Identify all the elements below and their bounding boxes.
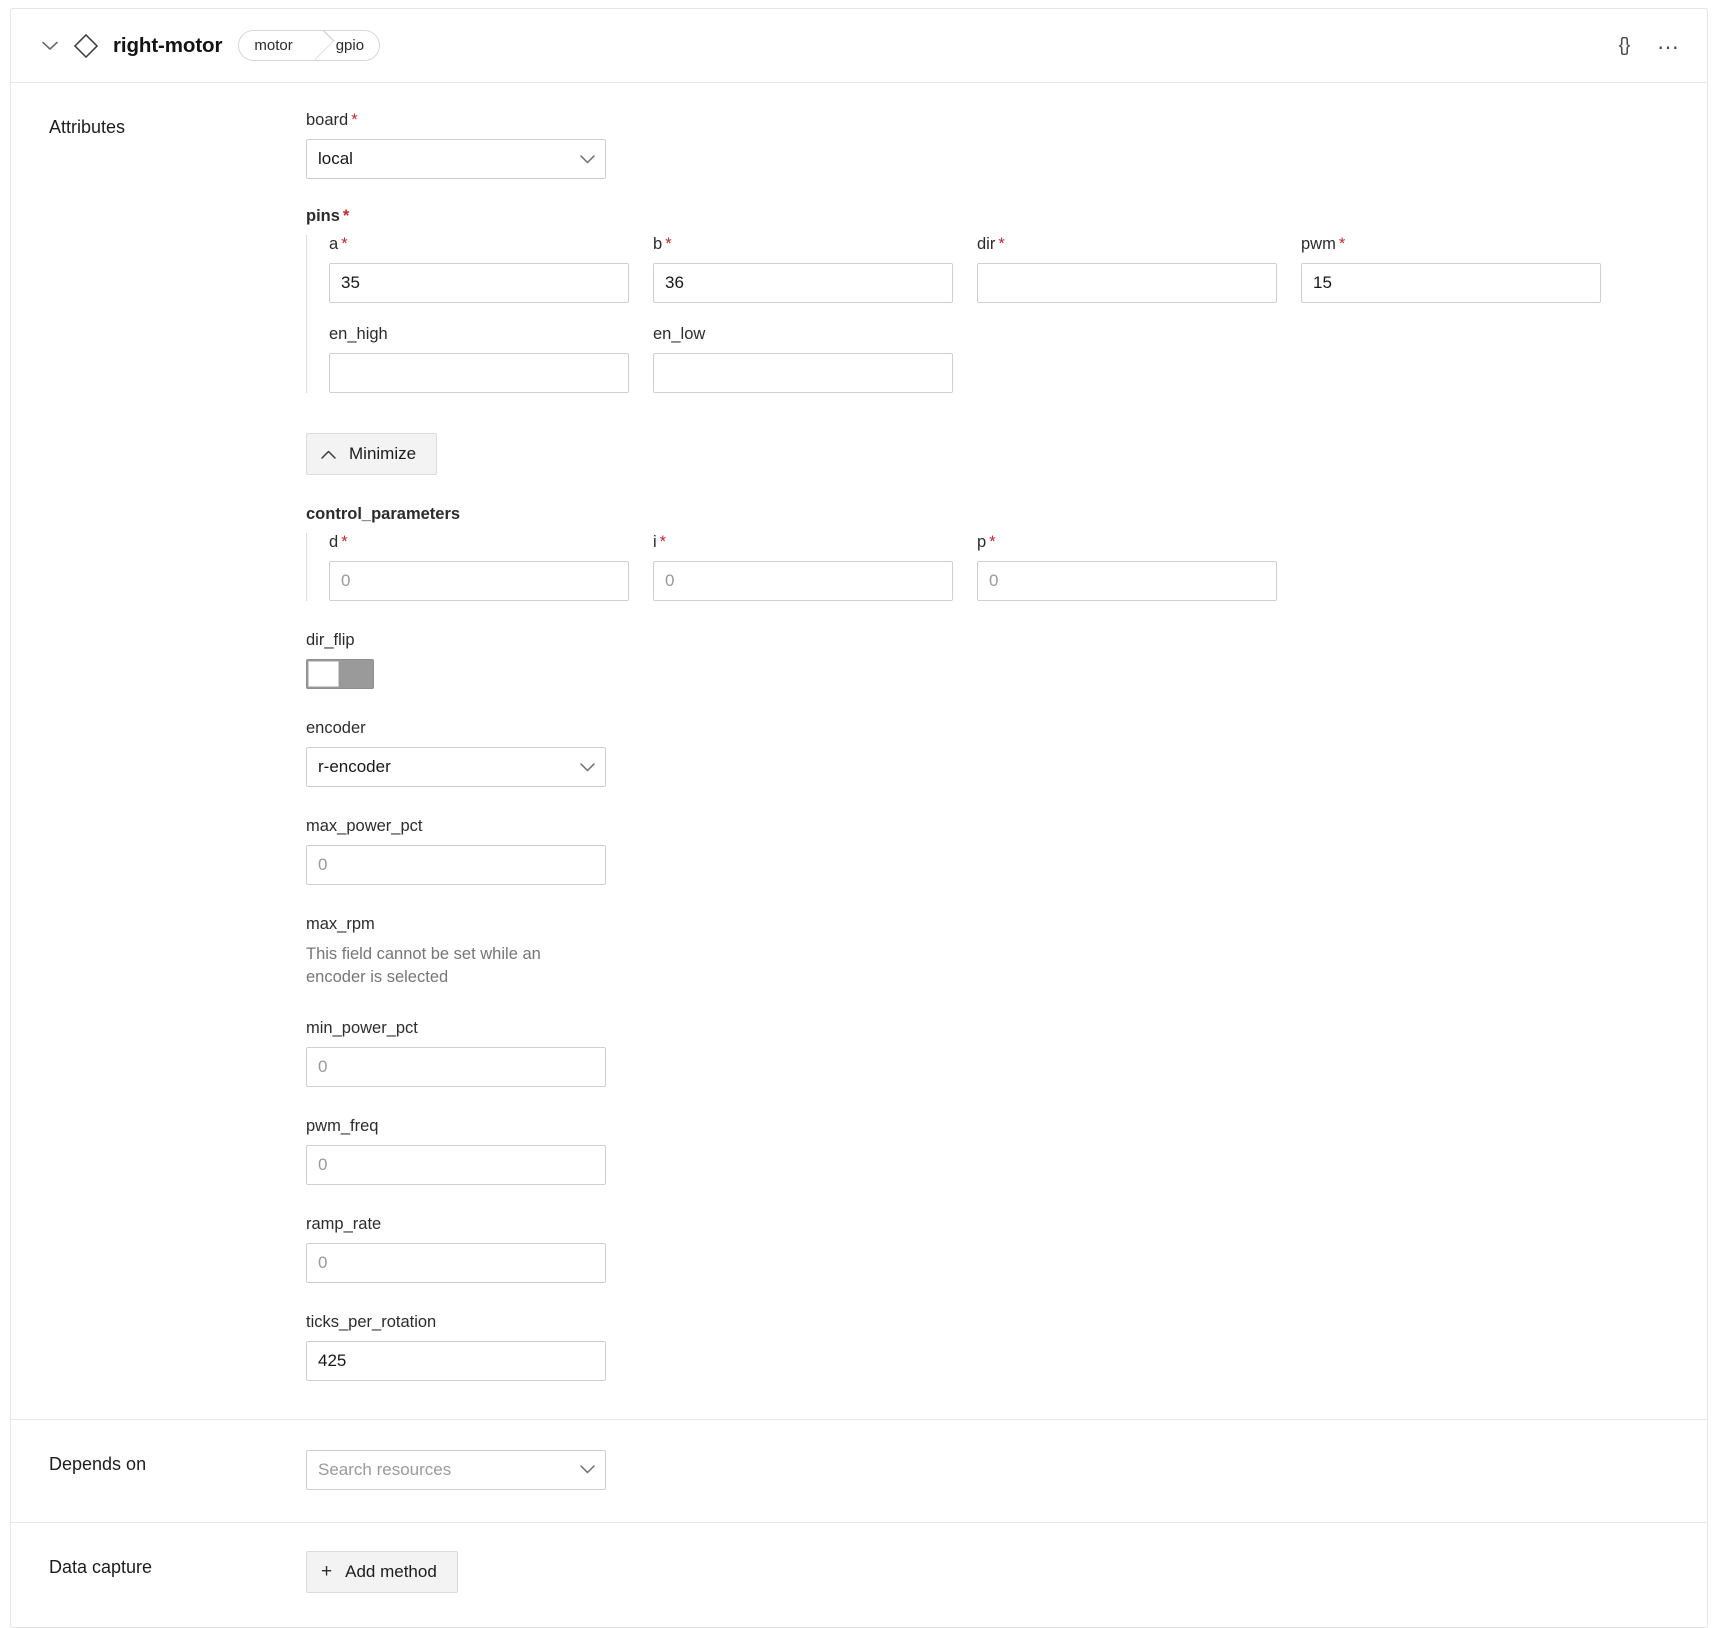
resource-config-page	[0, 8, 1718, 1628]
depends-on-section-body	[306, 1420, 1707, 1522]
page-title: right-motor	[113, 33, 223, 57]
pwm-freq-field	[306, 1117, 606, 1185]
control-parameters-group	[306, 533, 1681, 601]
required-marker: *	[665, 235, 672, 253]
data-capture-section-body	[306, 1523, 1707, 1627]
pins-label: pins *	[306, 207, 350, 225]
pin-en-high-field	[329, 325, 629, 393]
control-param-p-label: p *	[977, 533, 996, 551]
breadcrumb	[238, 30, 380, 61]
board-field	[306, 111, 606, 179]
pin-b-field	[653, 235, 953, 303]
encoder-field	[306, 719, 606, 787]
board-label: board *	[306, 111, 358, 129]
pins-row-2	[329, 325, 1681, 393]
required-marker: *	[341, 533, 348, 551]
pin-en-low-label: en_low	[653, 325, 706, 343]
control-param-d-input[interactable]	[329, 561, 629, 601]
chevron-down-icon	[580, 763, 595, 772]
depends-on-search-placeholder: Search resources	[318, 1459, 452, 1479]
required-marker: *	[998, 235, 1005, 253]
pwm-freq-input[interactable]	[306, 1145, 606, 1185]
pin-en-low-field	[653, 325, 953, 393]
pin-a-field	[329, 235, 629, 303]
required-marker: *	[1338, 235, 1346, 253]
pin-pwm-label: pwm *	[1301, 235, 1346, 253]
breadcrumb-item-model: gpio	[335, 37, 365, 54]
ramp-rate-input[interactable]	[306, 1243, 606, 1283]
max-power-pct-label: max_power_pct	[306, 817, 423, 835]
encoder-label: encoder	[306, 719, 366, 737]
control-param-d-field	[329, 533, 629, 601]
max-rpm-label: max_rpm	[306, 915, 375, 933]
add-method-button[interactable]	[306, 1551, 458, 1593]
data-capture-section	[11, 1523, 1707, 1627]
minimize-button[interactable]	[306, 433, 437, 475]
breadcrumb-item-type: motor	[254, 37, 293, 54]
pin-en-low-input[interactable]	[653, 353, 953, 393]
attributes-section-body	[306, 83, 1707, 1419]
minimize-button-label: Minimize	[349, 444, 417, 463]
pin-dir-field	[977, 235, 1277, 303]
ramp-rate-field	[306, 1215, 606, 1283]
required-marker: *	[989, 533, 996, 551]
max-power-pct-input[interactable]	[306, 845, 606, 885]
minimize-row	[306, 433, 1681, 475]
pins-block	[306, 207, 1681, 393]
pins-row-1	[329, 235, 1681, 303]
depends-on-section-label: Depends on	[49, 1453, 147, 1474]
control-parameters-label: control_parameters	[306, 505, 461, 523]
pin-en-high-input[interactable]	[329, 353, 629, 393]
pin-en-high-label: en_high	[329, 325, 388, 343]
attributes-section	[11, 83, 1707, 1420]
control-param-d-label: d *	[329, 533, 348, 551]
pin-a-input[interactable]	[329, 263, 629, 303]
ticks-per-rotation-input[interactable]	[306, 1341, 606, 1381]
depends-on-section	[11, 1420, 1707, 1523]
control-param-p-input[interactable]	[977, 561, 1277, 601]
max-rpm-field	[306, 915, 606, 989]
encoder-select-value: r-encoder	[318, 757, 391, 776]
board-select[interactable]	[306, 139, 606, 179]
depends-on-field	[306, 1450, 606, 1490]
ticks-per-rotation-field	[306, 1313, 606, 1381]
dir-flip-toggle[interactable]	[306, 659, 374, 689]
control-param-i-input[interactable]	[653, 561, 953, 601]
chevron-down-icon[interactable]	[39, 35, 61, 57]
chevron-down-icon	[580, 1465, 595, 1474]
breadcrumb-separator	[308, 31, 321, 60]
required-marker: *	[351, 111, 358, 129]
max-power-pct-field	[306, 817, 606, 885]
required-marker: *	[341, 235, 348, 253]
resource-card	[10, 8, 1708, 1628]
dir-flip-field	[306, 631, 606, 689]
min-power-pct-label: min_power_pct	[306, 1018, 418, 1037]
chevron-down-icon	[580, 155, 595, 164]
toggle-knob	[308, 661, 339, 687]
control-param-p-field	[977, 533, 1277, 601]
control-param-i-label: i *	[653, 533, 667, 551]
pin-b-label: b *	[653, 235, 672, 253]
required-marker: *	[342, 207, 350, 225]
pin-a-label: a *	[329, 235, 348, 253]
min-power-pct-field	[306, 1019, 606, 1087]
add-method-button-label: Add method	[345, 1561, 437, 1581]
depends-on-search-select[interactable]	[306, 1450, 606, 1490]
plus-icon: +	[321, 1560, 333, 1582]
control-parameters-block	[306, 505, 1681, 601]
pin-pwm-field	[1301, 235, 1601, 303]
pwm-freq-label: pwm_freq	[306, 1116, 379, 1135]
control-param-i-field	[653, 533, 953, 601]
min-power-pct-input[interactable]	[306, 1047, 606, 1087]
control-parameters-row	[329, 533, 1681, 601]
pin-b-input[interactable]	[653, 263, 953, 303]
ramp-rate-label: ramp_rate	[306, 1214, 382, 1233]
attributes-section-label: Attributes	[49, 117, 126, 137]
pin-dir-label: dir *	[977, 235, 1005, 253]
data-capture-section-label: Data capture	[49, 1556, 153, 1577]
ticks-per-rotation-label: ticks_per_rotation	[306, 1312, 437, 1331]
json-code-button[interactable]: {}	[1607, 29, 1641, 63]
more-options-button[interactable]: …	[1651, 29, 1685, 63]
card-header	[11, 9, 1707, 83]
diamond-icon	[73, 33, 99, 59]
pin-dir-input[interactable]	[977, 263, 1277, 303]
required-marker: *	[659, 533, 667, 551]
max-rpm-hint: This field cannot be set while an encoder is selected	[306, 945, 541, 986]
dir-flip-label: dir_flip	[306, 631, 355, 649]
pin-pwm-input[interactable]	[1301, 263, 1601, 303]
board-select-value: local	[318, 149, 353, 168]
pins-group	[306, 235, 1681, 393]
encoder-select[interactable]	[306, 747, 606, 787]
chevron-up-icon	[321, 450, 336, 459]
